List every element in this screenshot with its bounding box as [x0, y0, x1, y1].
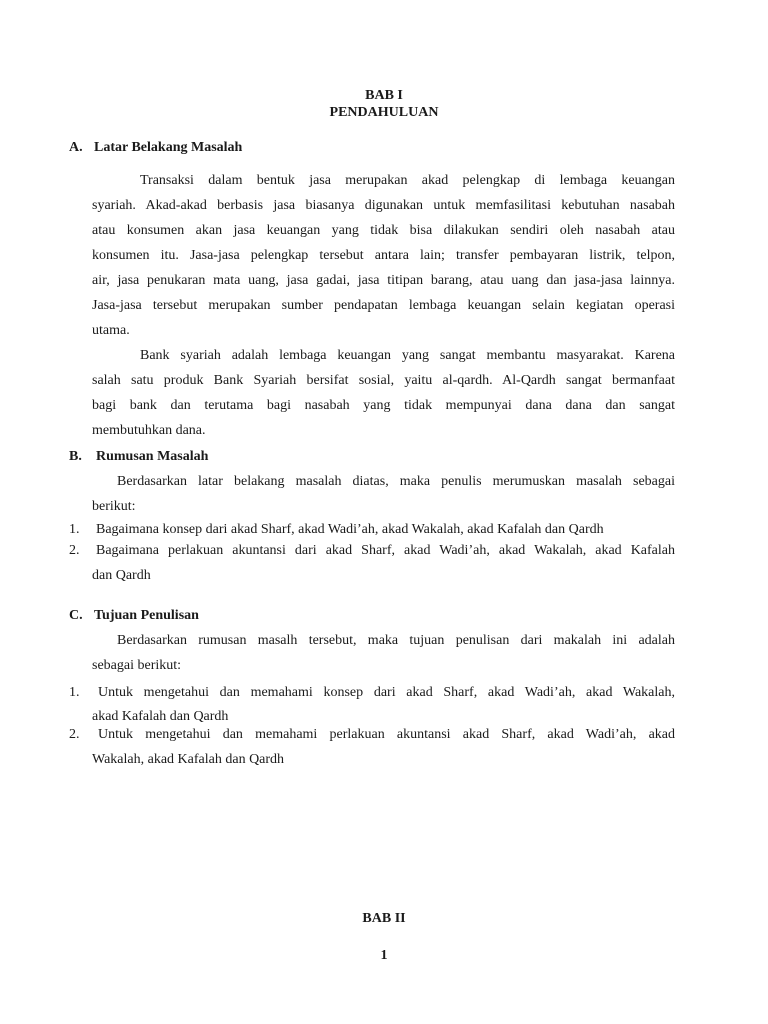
section-a-para2-line: Bank syariah adalah lembaga keuangan yang sangat membantu masyarakat. Karena [140, 348, 675, 363]
section-a-para2-line: membutuhkan dana. [92, 423, 206, 438]
section-c-marker: C. [69, 608, 83, 623]
list-number: 1. [69, 522, 80, 537]
section-c-intro-line: Berdasarkan rumusan masalh tersebut, maka tujuan penulisan dari makalah ini adalah [117, 633, 675, 648]
next-chapter-label: BAB II [362, 911, 406, 926]
list-item: Untuk mengetahui dan memahami perlakuan akuntansi akad Sharf, akad Wadi’ah, akad [98, 727, 675, 742]
section-b-heading: Rumusan Masalah [96, 449, 209, 464]
section-a-para1-line: konsumen itu. Jasa-jasa pelengkap tersebut antara lain; transfer pembayaran listrik, telpon, [92, 248, 675, 263]
section-c-heading: Tujuan Penulisan [94, 608, 199, 623]
list-number: 2. [69, 543, 80, 558]
section-b-marker: B. [69, 449, 82, 464]
section-a-para1-line: Transaksi dalam bentuk jasa merupakan akad pelengkap di lembaga keuangan [140, 173, 675, 188]
list-item-continuation: akad Kafalah dan Qardh [92, 709, 229, 724]
list-number: 2. [69, 727, 80, 742]
section-a-para1-line: Jasa-jasa tersebut merupakan sumber pendapatan lembaga keuangan selain kegiatan operasi [92, 298, 675, 313]
section-a-para1-line: air, jasa penukaran mata uang, jasa gadai, jasa titipan barang, atau uang dan jasa-jasa lainnya. [92, 273, 675, 288]
section-b-intro-line: Berdasarkan latar belakang masalah diatas, maka penulis merumuskan masalah sebagai [117, 474, 675, 489]
section-a-heading: Latar Belakang Masalah [94, 140, 243, 155]
section-a-para2-line: bagi bank dan terutama bagi nasabah yang tidak mempunyai dana dana dan sangat [92, 398, 675, 413]
list-item: Bagaimana perlakuan akuntansi dari akad Sharf, akad Wadi’ah, akad Wakalah, akad Kafalah [96, 543, 675, 558]
section-b-intro-line: berikut: [92, 499, 136, 514]
list-item: Untuk mengetahui dan memahami konsep dari akad Sharf, akad Wadi’ah, akad Wakalah, [98, 685, 675, 700]
section-a-para1-line: syariah. Akad-akad berbasis jasa biasanya digunakan untuk memfasilitasi kebutuhan nasabah [92, 198, 675, 213]
list-item: Bagaimana konsep dari akad Sharf, akad Wadi’ah, akad Wakalah, akad Kafalah dan Qardh [96, 522, 604, 537]
section-a-para1-line: atau konsumen akan jasa keuangan yang tidak bisa dilakukan sendiri oleh nasabah atau [92, 223, 675, 238]
section-a-para1-line: utama. [92, 323, 130, 338]
section-a-para2-line: salah satu produk Bank Syariah bersifat sosial, yaitu al-qardh. Al-Qardh sangat bermanfaat [92, 373, 675, 388]
list-item-continuation: Wakalah, akad Kafalah dan Qardh [92, 752, 285, 767]
chapter-label: BAB I [365, 88, 403, 103]
section-a-marker: A. [69, 140, 83, 155]
section-c-intro-line: sebagai berikut: [92, 658, 182, 673]
chapter-title: PENDAHULUAN [329, 105, 439, 120]
list-number: 1. [69, 685, 80, 700]
page-number: 1 [380, 948, 388, 963]
list-item-continuation: dan Qardh [92, 568, 151, 583]
